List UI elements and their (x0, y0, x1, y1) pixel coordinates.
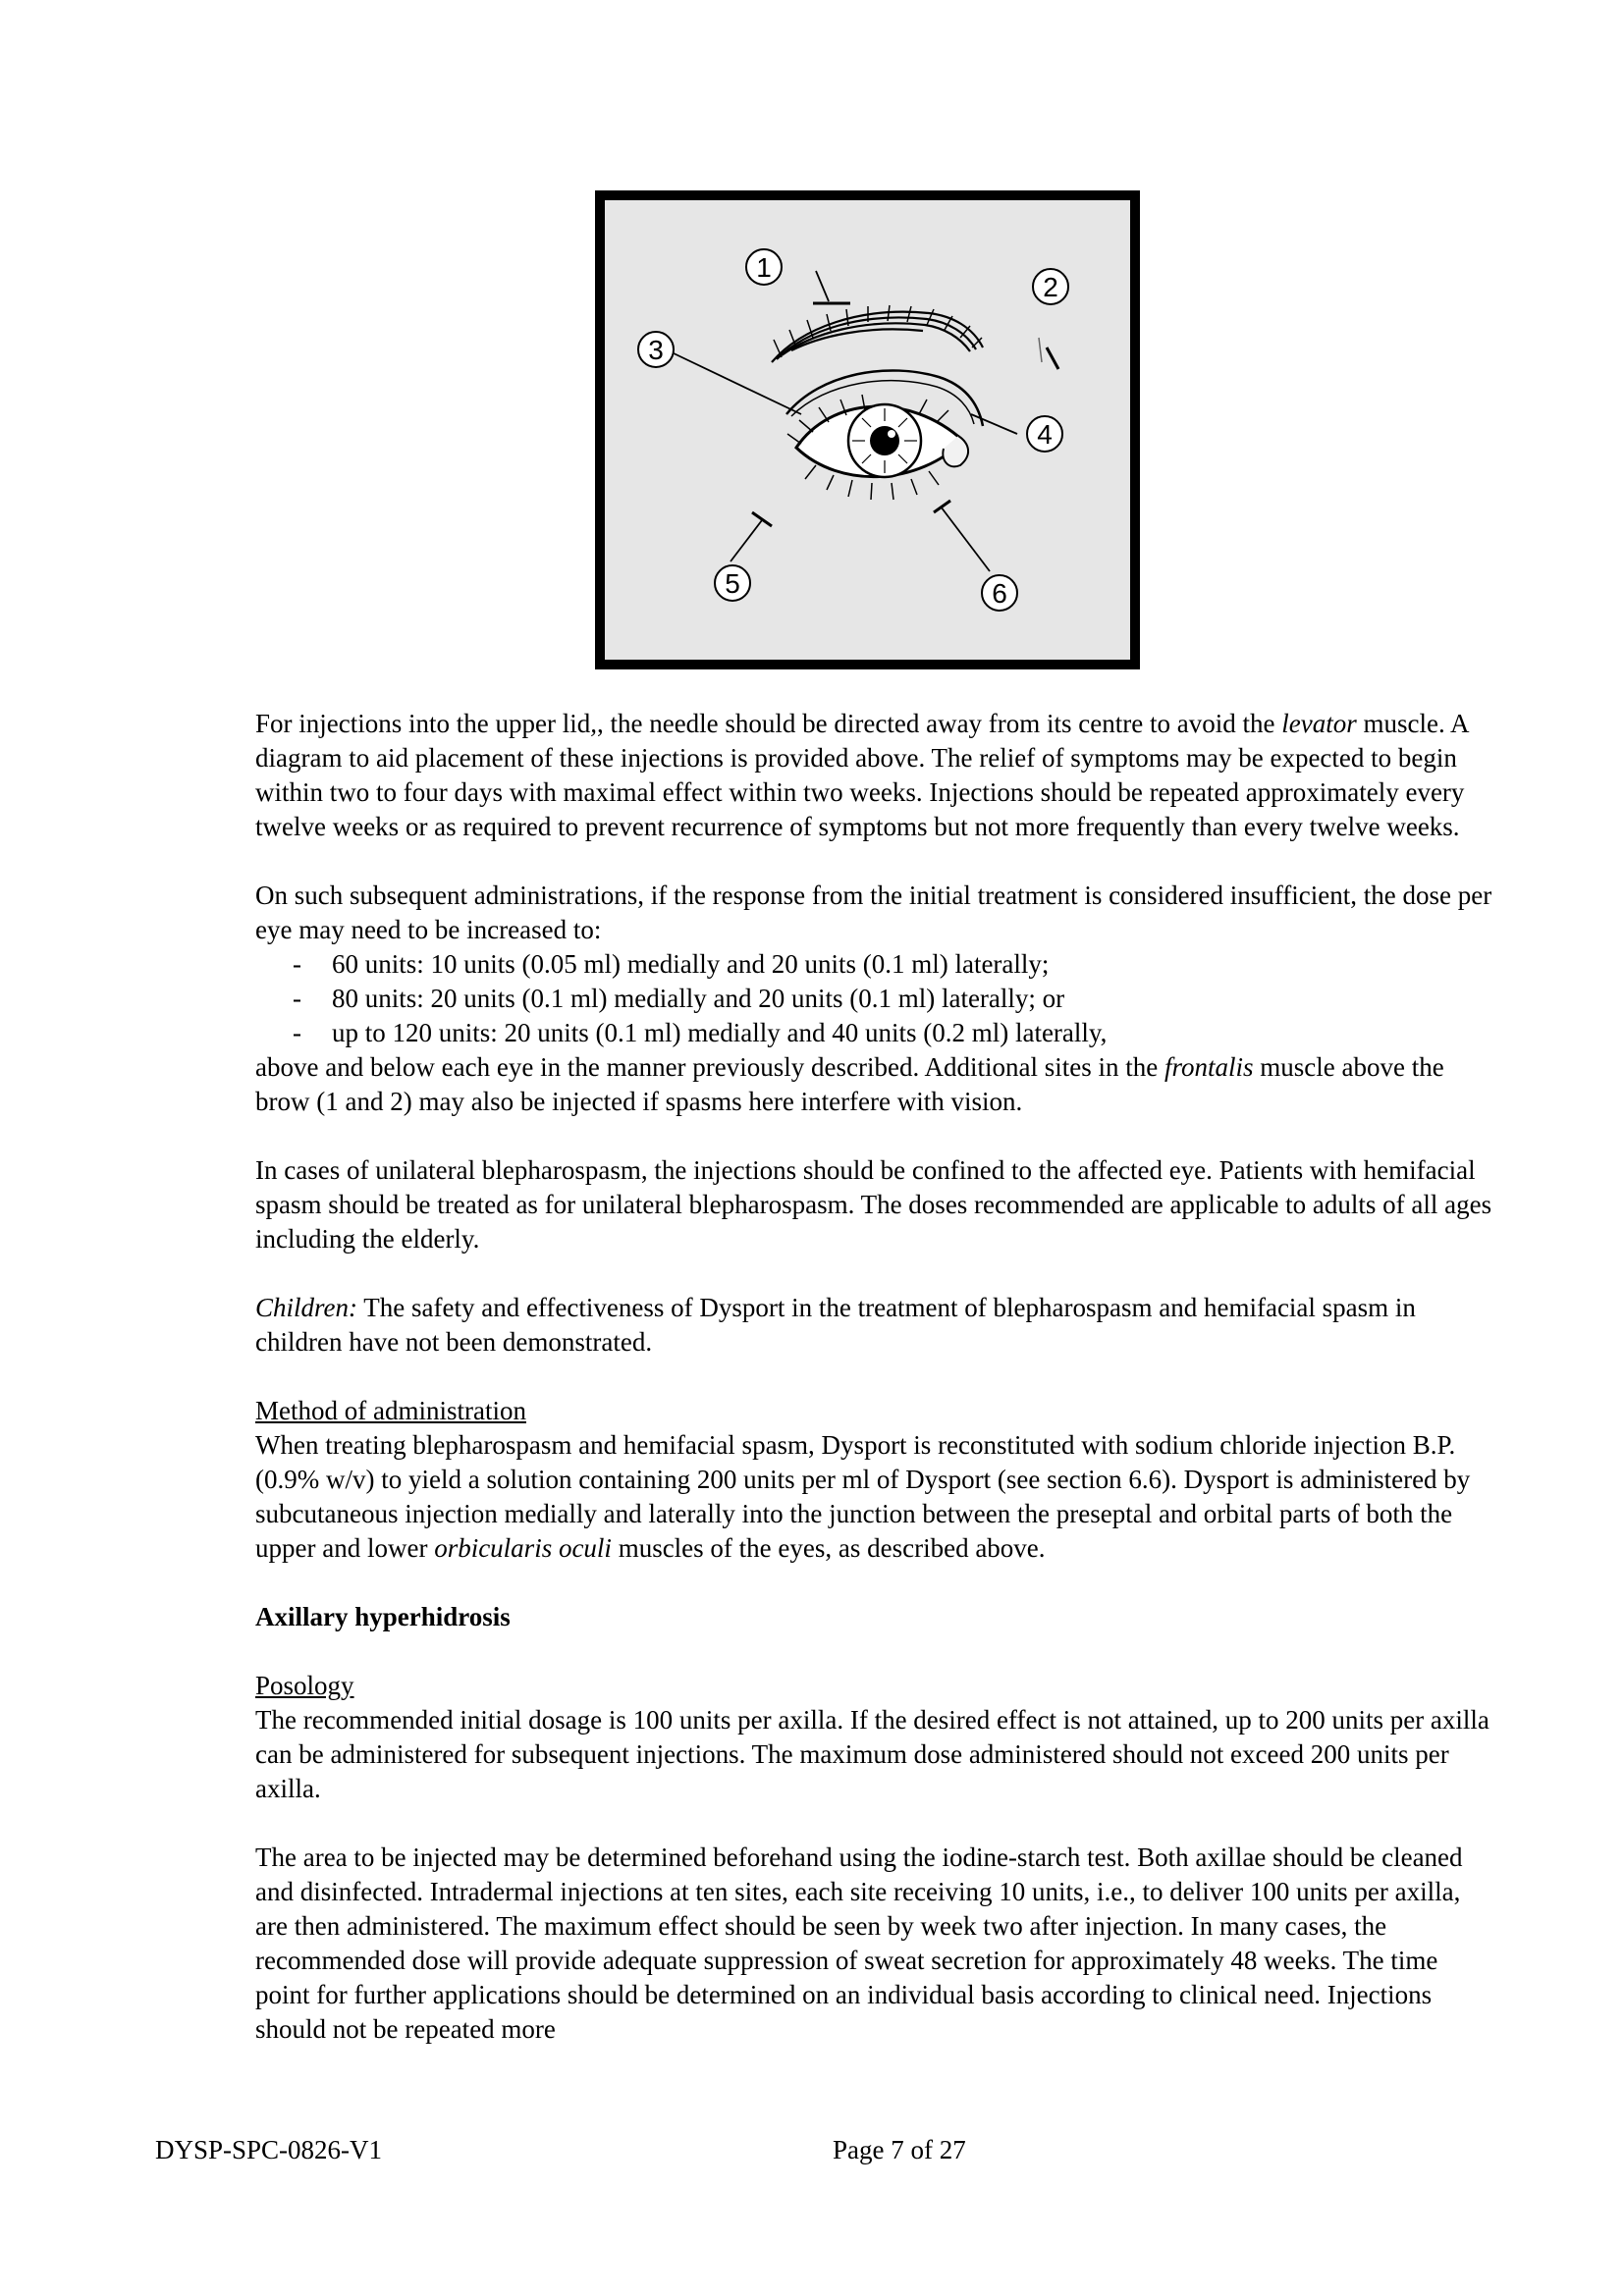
list-item: - 60 units: 10 units (0.05 ml) medially and 20 units (0.1 ml) laterally; (293, 949, 1050, 979)
label-5: 5 (725, 568, 740, 599)
label-6: 6 (992, 578, 1007, 609)
label-1: 1 (756, 252, 772, 283)
section-method-of-administration: Method of administration When treating blepharospasm and hemifacial spasm, Dysport is reconstituted with sodium chloride injection B.P. (0.9% w/v) to yield a solution containing 200 units per ml of Dysport (see section 6.6). Dysport is administered by subcutaneous injection medially and laterally into the junction between the preseptal and orbital parts of both the upper and lower orbicularis oculi muscles of the eyes, as described above. (255, 1394, 1492, 1566)
footer-doc-id: DYSP-SPC-0826-V1 (155, 2135, 383, 2164)
label-3: 3 (648, 335, 664, 365)
paragraph-children: Children: The safety and effectiveness of Dysport in the treatment of blepharospasm and hemifacial spasm in children have not been demonstrated. (255, 1293, 1416, 1357)
list-item: - 80 units: 20 units (0.1 ml) medially and 20 units (0.1 ml) laterally; or (293, 984, 1065, 1013)
heading-posology: Posology (255, 1671, 354, 1700)
body-text (255, 707, 1492, 2047)
eye-diagram-svg (595, 190, 1140, 669)
label-2: 2 (1043, 272, 1058, 302)
label-4: 4 (1037, 419, 1053, 450)
dose-list (255, 947, 1492, 1050)
footer-page-number: Page 7 of 27 (833, 2135, 966, 2164)
paragraph-upper-lid: For injections into the upper lid,, the needle should be directed away from its centre to avoid the levator muscle. A diagram to aid placement of these injections is provided above. The relief of symptoms may be expected to begin within two to four days with maximal effect within two weeks. Injections should be repeated approximately every twelve weeks or as required to prevent recurrence of symptoms but not more frequently than every twelve weeks. (255, 709, 1468, 841)
list-item: - up to 120 units: 20 units (0.1 ml) medially and 40 units (0.2 ml) laterally, (293, 1018, 1108, 1047)
paragraph-injection-area: The area to be injected may be determined beforehand using the iodine-starch test. Both axillae should be cleaned and disinfected. Intradermal injections at ten sites, each site receiving 10 units, i.e., to deliver 100 units per axilla, are then administered. The maximum effect should be seen by week two after injection. In many cases, the recommended dose will provide adequate suppression of sweat secretion for approximately 48 weeks. The time point for further applications should be determined on an individual basis according to clinical need. Injections should not be repeated more (255, 1842, 1463, 2044)
section-posology: Posology The recommended initial dosage is 100 units per axilla. If the desired effect is not attained, up to 200 units per axilla can be administered for subsequent injections. The maximum dose administered should not exceed 200 units per axilla. (255, 1669, 1492, 1806)
pupil (870, 426, 899, 455)
paragraph-unilateral: In cases of unilateral blepharospasm, the injections should be confined to the affected eye. Patients with hemifacial spasm should be treated as for unilateral blepharospasm. The doses recommended are applicable to adults of all ages including the elderly. (255, 1155, 1492, 1254)
paragraph-subsequent-doses: On such subsequent administrations, if the response from the initial treatment is considered insufficient, the dose per eye may need to be increased to: - 60 units: 10 units (0.05 ml) medially and 20 units (0.1 ml) laterally; - 80 units: 20 units (0.1 ml) medially and 20 units (0.1 ml) laterally; or - up to 120 units: 20 units (0.1 ml) medially and 40 units (0.2 ml) laterally, above and below each eye in the manner previously described. Additional sites in the frontalis muscle above the brow (1 and 2) may also be injected if spasms here interfere with vision. (255, 881, 1492, 1116)
eye-injection-diagram (595, 190, 1140, 669)
heading-method: Method of administration (255, 1396, 526, 1425)
heading-axillary-hyperhidrosis: Axillary hyperhidrosis (255, 1602, 511, 1631)
